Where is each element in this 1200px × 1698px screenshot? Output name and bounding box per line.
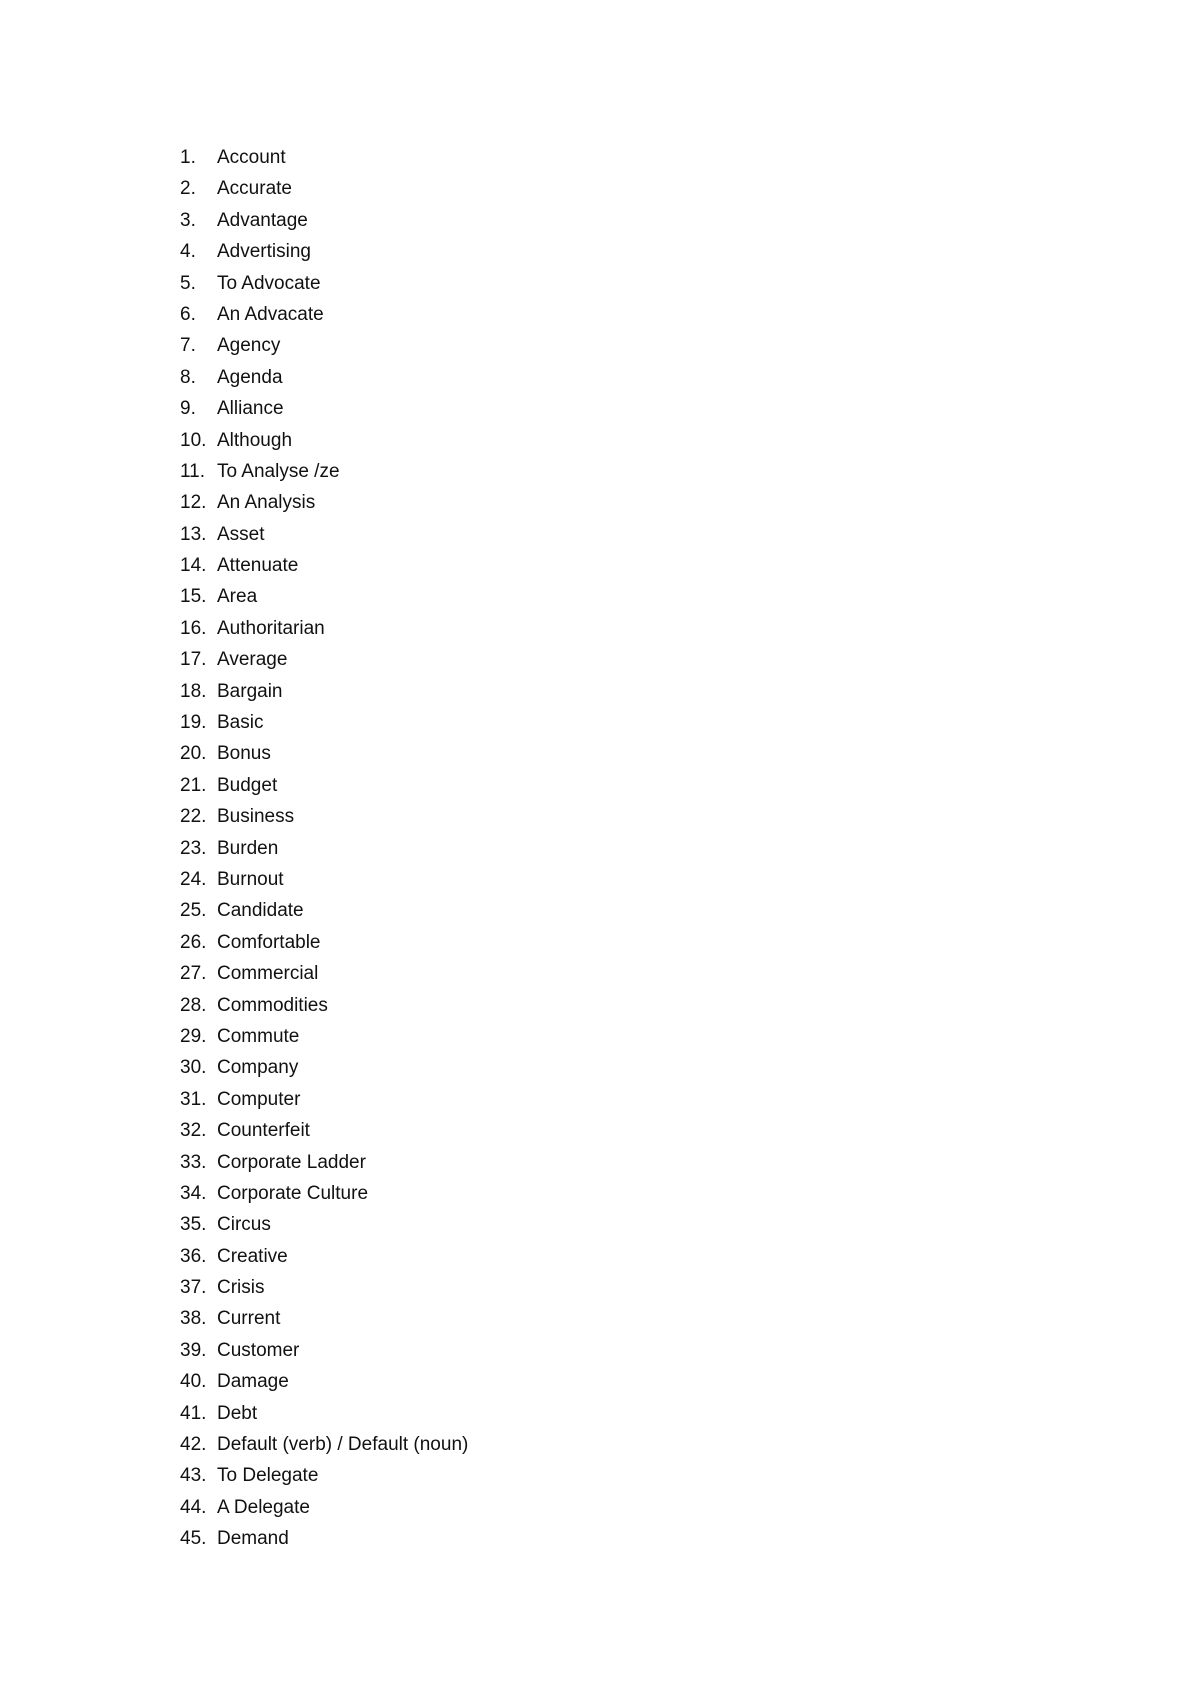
item-number: 15. — [180, 586, 207, 608]
item-term: Debt — [217, 1402, 258, 1424]
list-item — [180, 393, 468, 424]
item-term: An Analysis — [217, 492, 316, 514]
item-number: 19. — [180, 712, 207, 734]
item-term: Default (verb) / Default (noun) — [217, 1434, 469, 1456]
item-term: Damage — [217, 1371, 289, 1393]
item-number: 26. — [180, 931, 207, 953]
item-number: 33. — [180, 1151, 207, 1173]
vocabulary-list — [180, 142, 468, 1555]
item-number: 17. — [180, 649, 207, 671]
item-number: 8. — [180, 366, 196, 388]
item-term: Agency — [217, 335, 281, 357]
item-number: 4. — [180, 241, 196, 263]
item-number: 39. — [180, 1339, 207, 1361]
item-number: 32. — [180, 1120, 207, 1142]
item-number: 5. — [180, 272, 196, 294]
item-term: Computer — [217, 1088, 301, 1110]
list-item — [180, 1523, 468, 1554]
item-term: Commercial — [217, 963, 319, 985]
item-term: Agenda — [217, 366, 283, 388]
item-number: 34. — [180, 1182, 207, 1204]
list-item — [180, 362, 468, 393]
list-item — [180, 1303, 468, 1334]
list-item — [180, 707, 468, 738]
list-item — [180, 1335, 468, 1366]
item-term: Company — [217, 1057, 299, 1079]
item-term: Average — [217, 649, 288, 671]
item-term: Customer — [217, 1339, 300, 1361]
item-number: 31. — [180, 1088, 207, 1110]
item-number: 38. — [180, 1308, 207, 1330]
list-item — [180, 613, 468, 644]
item-term: Crisis — [217, 1277, 265, 1299]
item-number: 11. — [180, 460, 206, 482]
item-term: Creative — [217, 1245, 288, 1267]
item-term: Bonus — [217, 743, 271, 765]
item-number: 21. — [180, 774, 207, 796]
list-item — [180, 958, 468, 989]
list-item — [180, 1052, 468, 1083]
list-item — [180, 330, 468, 361]
item-number: 7. — [180, 335, 196, 357]
item-number: 41. — [180, 1402, 207, 1424]
list-item — [180, 738, 468, 769]
item-term: Circus — [217, 1214, 271, 1236]
list-item — [180, 142, 468, 173]
item-term: A Delegate — [217, 1496, 310, 1518]
item-number: 37. — [180, 1277, 207, 1299]
list-item — [180, 1209, 468, 1240]
item-term: Bargain — [217, 680, 283, 702]
list-item — [180, 425, 468, 456]
item-number: 6. — [180, 303, 196, 325]
item-term: Comfortable — [217, 931, 321, 953]
list-item — [180, 864, 468, 895]
item-number: 40. — [180, 1371, 207, 1393]
item-number: 3. — [180, 209, 196, 231]
item-term: Corporate Culture — [217, 1182, 369, 1204]
item-term: To Analyse /ze — [217, 460, 340, 482]
item-term: Corporate Ladder — [217, 1151, 366, 1173]
item-term: Counterfeit — [217, 1120, 310, 1142]
item-number: 18. — [180, 680, 207, 702]
list-item — [180, 236, 468, 267]
item-number: 30. — [180, 1057, 207, 1079]
list-item — [180, 268, 468, 299]
item-term: Burden — [217, 837, 279, 859]
item-number: 13. — [180, 523, 207, 545]
item-term: Alliance — [217, 398, 284, 420]
item-number: 12. — [180, 492, 207, 514]
item-term: Asset — [217, 523, 265, 545]
list-item — [180, 833, 468, 864]
item-number: 25. — [180, 900, 207, 922]
item-term: Candidate — [217, 900, 304, 922]
item-number: 10. — [180, 429, 207, 451]
list-item — [180, 801, 468, 832]
item-term: Authoritarian — [217, 617, 325, 639]
item-term: Basic — [217, 712, 264, 734]
list-item — [180, 1272, 468, 1303]
list-item — [180, 1366, 468, 1397]
item-term: Advertising — [217, 241, 311, 263]
item-term: Demand — [217, 1528, 289, 1550]
item-term: Budget — [217, 774, 278, 796]
item-term: Advantage — [217, 209, 308, 231]
item-number: 9. — [180, 398, 196, 420]
item-term: To Delegate — [217, 1465, 319, 1487]
item-number: 2. — [180, 178, 196, 200]
list-item — [180, 1429, 468, 1460]
item-number: 44. — [180, 1496, 207, 1518]
item-number: 42. — [180, 1434, 207, 1456]
item-number: 23. — [180, 837, 207, 859]
item-number: 16. — [180, 617, 207, 639]
list-item — [180, 1460, 468, 1491]
item-term: Area — [217, 586, 258, 608]
list-item — [180, 519, 468, 550]
list-item — [180, 456, 468, 487]
item-number: 27. — [180, 963, 207, 985]
list-item — [180, 1021, 468, 1052]
list-item — [180, 644, 468, 675]
list-item — [180, 487, 468, 518]
list-item — [180, 173, 468, 204]
list-item — [180, 550, 468, 581]
item-number: 28. — [180, 994, 207, 1016]
list-item — [180, 1241, 468, 1272]
item-number: 20. — [180, 743, 207, 765]
list-item — [180, 1115, 468, 1146]
item-term: Current — [217, 1308, 281, 1330]
list-item — [180, 581, 468, 612]
list-item — [180, 1398, 468, 1429]
list-item — [180, 770, 468, 801]
list-item — [180, 1084, 468, 1115]
item-term: Accurate — [217, 178, 292, 200]
item-number: 14. — [180, 555, 207, 577]
item-number: 36. — [180, 1245, 207, 1267]
list-item — [180, 676, 468, 707]
list-item — [180, 1178, 468, 1209]
item-term: Business — [217, 806, 295, 828]
item-term: Attenuate — [217, 555, 299, 577]
item-term: To Advocate — [217, 272, 321, 294]
item-term: An Advacate — [217, 303, 324, 325]
item-number: 1. — [180, 147, 196, 168]
list-item — [180, 1147, 468, 1178]
item-number: 45. — [180, 1528, 207, 1550]
item-number: 29. — [180, 1025, 207, 1047]
item-number: 43. — [180, 1465, 207, 1487]
list-item — [180, 299, 468, 330]
item-term: Although — [217, 429, 293, 451]
list-item — [180, 895, 468, 926]
item-term: Account — [217, 147, 286, 168]
item-number: 24. — [180, 868, 207, 890]
item-term: Burnout — [217, 868, 284, 890]
list-item — [180, 927, 468, 958]
list-item — [180, 1492, 468, 1523]
list-item — [180, 205, 468, 236]
item-term: Commodities — [217, 994, 328, 1016]
item-term: Commute — [217, 1025, 300, 1047]
item-number: 35. — [180, 1214, 207, 1236]
item-number: 22. — [180, 806, 207, 828]
list-item — [180, 990, 468, 1021]
